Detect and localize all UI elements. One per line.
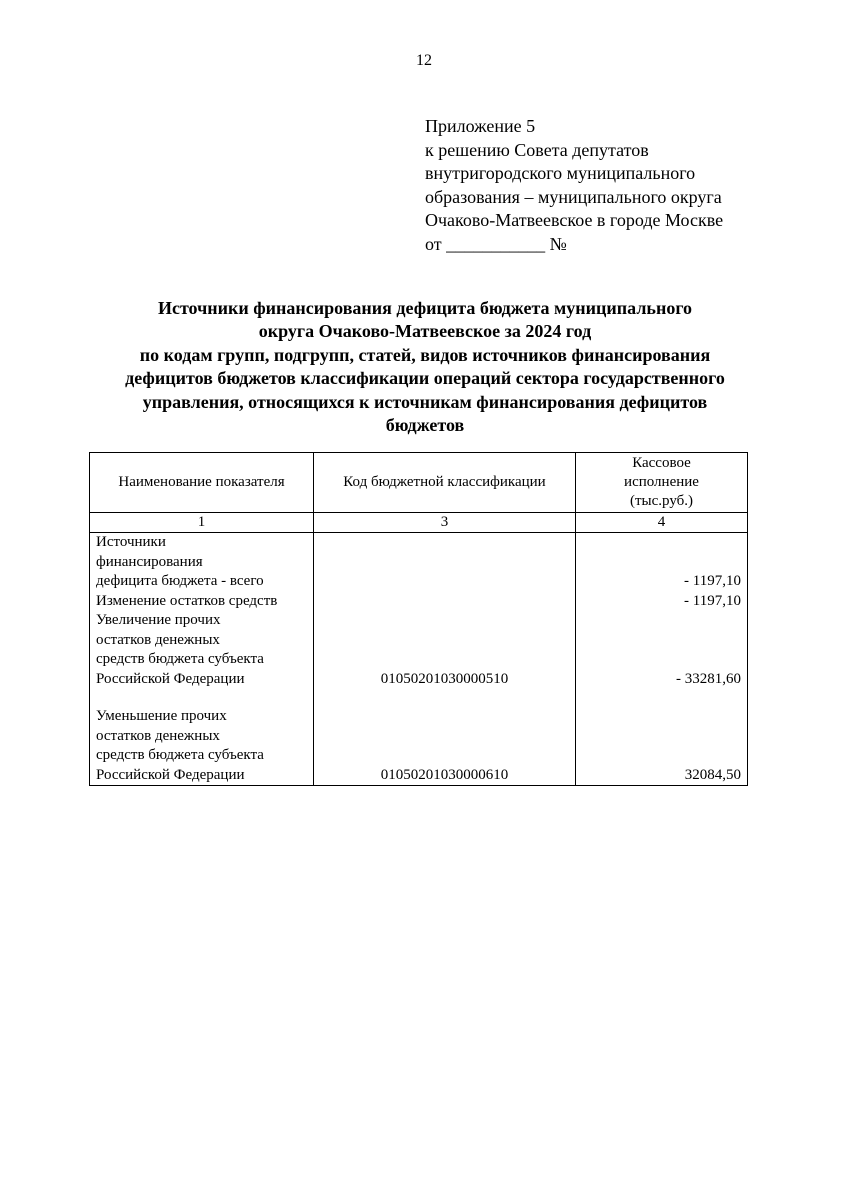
column-number-row — [90, 513, 748, 533]
table-row — [90, 533, 748, 592]
row-amount: - 1197,10 — [576, 533, 748, 592]
table-row — [90, 611, 748, 689]
row-code: 01050201030000610 — [314, 707, 576, 786]
title-line: по кодам групп, подгрупп, статей, видов источников финансирования — [139, 344, 711, 365]
column-number: 4 — [576, 513, 748, 533]
appendix-block — [425, 115, 723, 257]
table-header-row — [90, 453, 748, 513]
page-number: 12 — [416, 52, 432, 69]
document-title — [70, 297, 780, 437]
column-number: 3 — [314, 513, 576, 533]
header-total-line: (тыс.руб.) — [629, 493, 694, 509]
spacer-row — [90, 689, 748, 707]
title-line: Источники финансирования дефицита бюджета муниципального — [157, 298, 693, 318]
table-row — [90, 592, 748, 612]
table-row — [90, 707, 748, 786]
header-name: Наименование показателя — [90, 453, 314, 513]
appendix-line: внутригородского муниципального — [425, 163, 696, 184]
title-line: дефицитов бюджетов классификации операций сектора государственного — [125, 368, 725, 389]
appendix-line: к решению Совета депутатов — [425, 139, 649, 160]
appendix-line: Очаково-Матвеевское в городе Москве — [425, 210, 724, 231]
appendix-line: от ___________ № — [425, 233, 567, 254]
row-code — [314, 592, 576, 612]
row-amount: - 33281,60 — [576, 611, 748, 689]
row-name: Уменьшение прочих остатков денежных средств бюджета субъекта Российской Федерации — [90, 707, 314, 786]
appendix-line: Приложение 5 — [425, 116, 536, 136]
appendix-line: образования – муниципального округа — [425, 186, 722, 207]
title-line: бюджетов — [385, 415, 465, 436]
row-name: Источники финансирования дефицита бюджета - всего — [90, 533, 314, 592]
financing-sources-table — [89, 452, 748, 786]
row-code: 01050201030000510 — [314, 611, 576, 689]
header-code: Код бюджетной классификации — [314, 453, 576, 513]
row-name: Увеличение прочих остатков денежных средств бюджета субъекта Российской Федерации — [90, 611, 314, 689]
row-amount: - 1197,10 — [576, 592, 748, 612]
title-line: округа Очаково-Матвеевское за 2024 год — [258, 321, 592, 342]
row-name: Изменение остатков средств — [90, 592, 314, 612]
column-number: 1 — [90, 513, 314, 533]
row-amount: 32084,50 — [576, 707, 748, 786]
header-total — [576, 453, 748, 513]
header-total-line: исполнение — [624, 474, 699, 490]
header-total-line: Кассовое — [632, 455, 691, 471]
row-code — [314, 533, 576, 592]
title-line: управления, относящихся к источникам финансирования дефицитов — [142, 391, 708, 412]
